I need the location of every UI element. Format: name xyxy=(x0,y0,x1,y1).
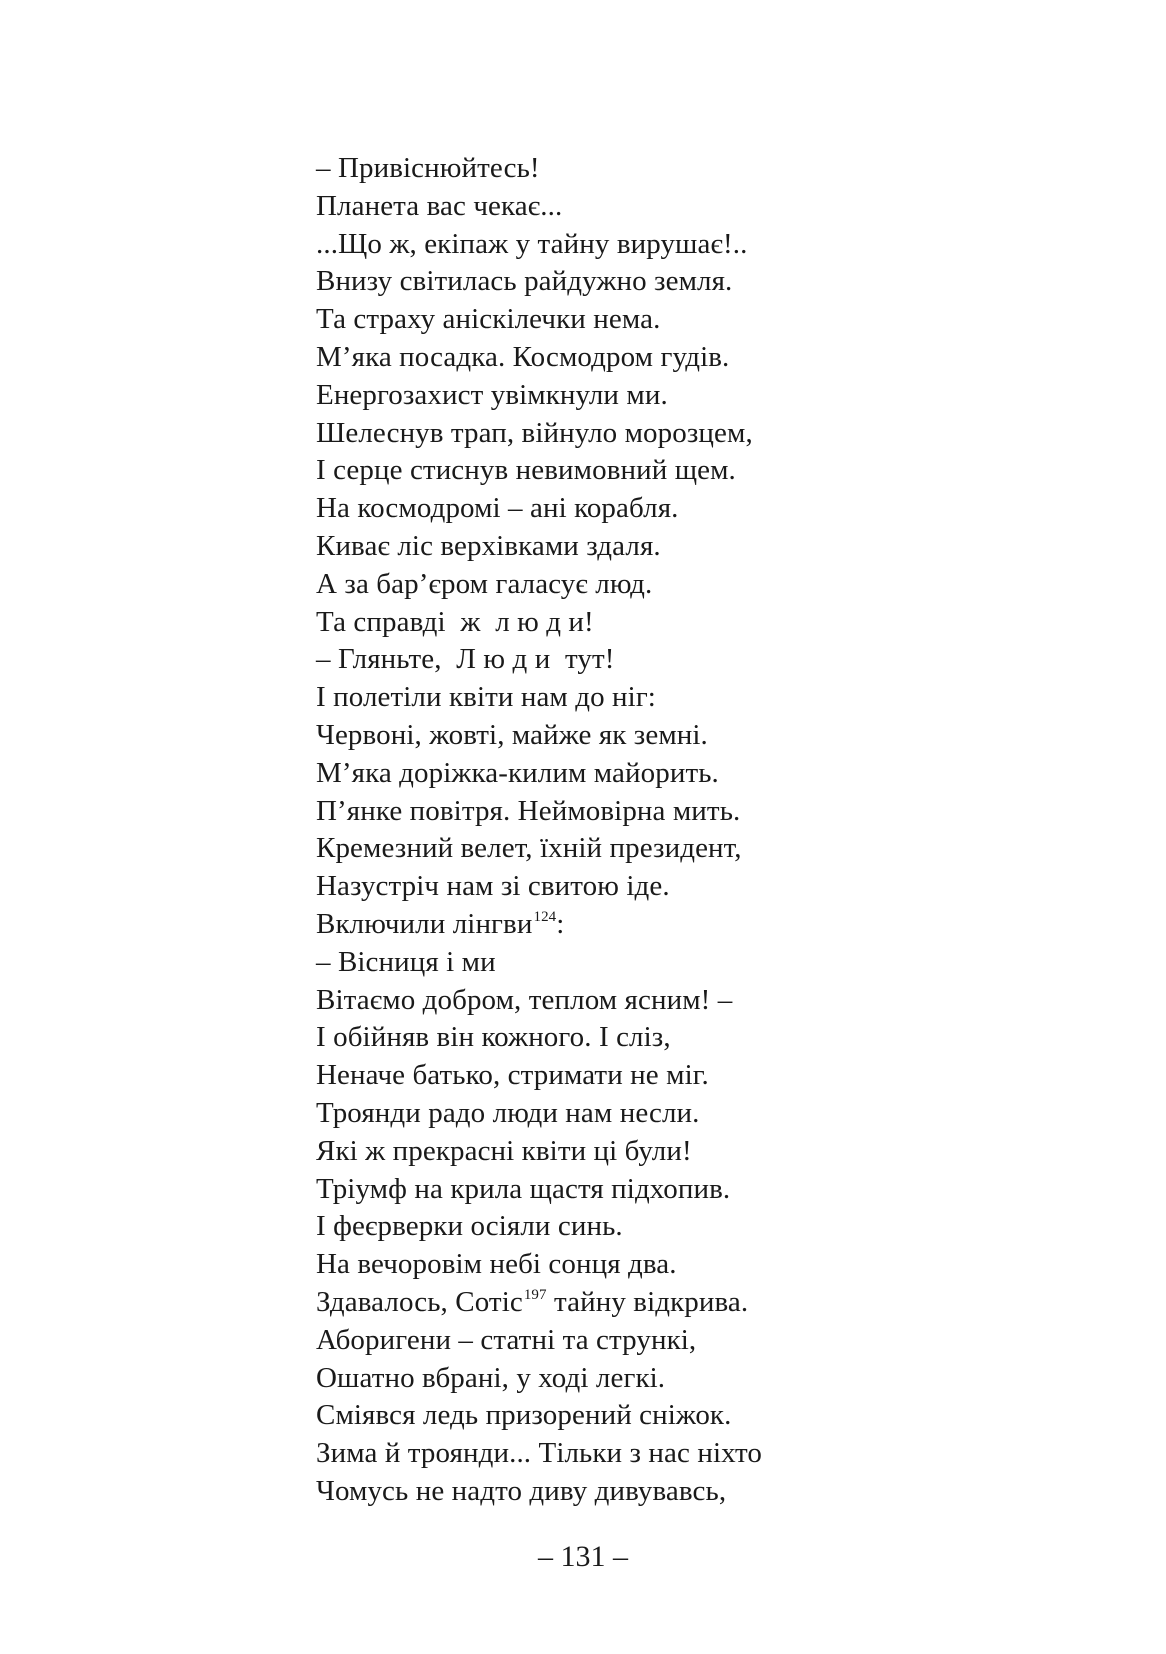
poem-line xyxy=(316,717,996,755)
poem-line-text: Аборигени – статні та стрункі, xyxy=(316,1323,697,1356)
poem-line-text: Тріумф на крила щастя підхопив. xyxy=(316,1172,731,1205)
poem-line xyxy=(316,301,996,339)
poem-line-text: Планета вас чекає... xyxy=(316,189,563,222)
footnote-marker: 124 xyxy=(533,908,557,925)
poem-line xyxy=(316,944,996,982)
poem-line xyxy=(316,452,996,490)
poem-line-text: Кремезний велет, їхній президент, xyxy=(316,832,742,865)
poem-line xyxy=(316,1057,996,1095)
poem-line-text: І серце стиснув невимовний щем. xyxy=(316,454,736,487)
poem-line-text: – Привіснюйтесь! xyxy=(316,152,540,184)
poem-line-text: Ошатно вбрані, у ході легкі. xyxy=(316,1361,666,1394)
poem-line xyxy=(316,982,996,1020)
poem-line xyxy=(316,1473,996,1511)
footnote-marker: 197 xyxy=(523,1286,547,1303)
poem-line-text: Включили лінгви xyxy=(316,907,533,940)
poem-line-text: П’янке повітря. Неймовірна мить. xyxy=(316,794,741,827)
poem-line xyxy=(316,679,996,717)
poem-line-text: Внизу світилась райдужно земля. xyxy=(316,265,733,298)
poem-line xyxy=(316,566,996,604)
poem-line-text: – Гляньте, Л ю д и тут! xyxy=(316,643,615,676)
poem-line-text: Зима й троянди... Тільки з нас ніхто xyxy=(316,1437,762,1470)
poem-line-text: Які ж прекрасні квіти ці були! xyxy=(316,1134,692,1167)
poem-line xyxy=(316,830,996,868)
poem-line xyxy=(316,641,996,679)
poem-line-text: І феєрверки осіяли синь. xyxy=(316,1210,623,1243)
poem-line-text: Назустріч нам зі свитою іде. xyxy=(316,870,670,903)
poem-line xyxy=(316,1397,996,1435)
poem-line xyxy=(316,1208,996,1246)
poem-line-text: На космодромі – ані корабля. xyxy=(316,492,679,525)
poem-line-text: М’яка доріжка-килим майорить. xyxy=(316,756,719,789)
poem-line-text: – Вісниця і ми xyxy=(316,945,496,978)
poem-line xyxy=(316,604,996,642)
poem-line xyxy=(316,528,996,566)
poem-line-text: Киває ліс верхівками здаля. xyxy=(316,529,661,562)
poem-line xyxy=(316,755,996,793)
poem-line xyxy=(316,377,996,415)
poem-line-text: Сміявся ледь призорений сніжок. xyxy=(316,1399,732,1432)
poem-line xyxy=(316,1246,996,1284)
poem-line xyxy=(316,868,996,906)
poem-line xyxy=(316,415,996,453)
poem-line xyxy=(316,1322,996,1360)
poem-line xyxy=(316,1360,996,1398)
poem-line xyxy=(316,793,996,831)
poem-line-text: Та страху аніскілечки нема. xyxy=(316,303,661,336)
poem-line-text: Чомусь не надто диву дивувавсь, xyxy=(316,1474,727,1507)
poem-line xyxy=(316,150,996,188)
poem-line-text: Неначе батько, стримати не міг. xyxy=(316,1059,709,1092)
poem-line xyxy=(316,1435,996,1473)
poem-line-text-continued: : xyxy=(556,907,565,940)
poem-line xyxy=(316,490,996,528)
page-number: – 131 – xyxy=(538,1540,628,1573)
poem-line-text: М’яка посадка. Космодром гудів. xyxy=(316,340,730,373)
poem-line-text: Вітаємо добром, теплом ясним! – xyxy=(316,983,733,1016)
poem-line xyxy=(316,1171,996,1209)
poem-text xyxy=(316,150,996,1511)
poem-line-text-continued: тайну відкрива. xyxy=(546,1285,749,1318)
poem-line xyxy=(316,263,996,301)
poem-line-text: Червоні, жовті, майже як земні. xyxy=(316,718,708,751)
poem-line-text: А за бар’єром галасує люд. xyxy=(316,567,653,600)
poem-line xyxy=(316,1019,996,1057)
poem-line xyxy=(316,339,996,377)
poem-line-text: Та справді ж л ю д и! xyxy=(316,605,594,638)
poem-line-text: Енергозахист увімкнули ми. xyxy=(316,378,668,411)
poem-line-text: ...Що ж, екіпаж у тайну вирушає!.. xyxy=(316,227,748,260)
poem-line-text: І полетіли квіти нам до ніг: xyxy=(316,681,656,714)
poem-line xyxy=(316,1284,996,1322)
poem-line xyxy=(316,226,996,264)
poem-line xyxy=(316,1133,996,1171)
poem-line xyxy=(316,188,996,226)
poem-line xyxy=(316,1095,996,1133)
poem-line-text: Здавалось, Сотіс xyxy=(316,1285,523,1318)
poem-line-text: І обійняв він кожного. І сліз, xyxy=(316,1021,671,1054)
poem-line xyxy=(316,906,996,944)
poem-line-text: На вечоровім небі сонця два. xyxy=(316,1248,677,1281)
poem-line-text: Троянди радо люди нам несли. xyxy=(316,1096,700,1129)
poem-line-text: Шелеснув трап, війнуло морозцем, xyxy=(316,416,753,449)
